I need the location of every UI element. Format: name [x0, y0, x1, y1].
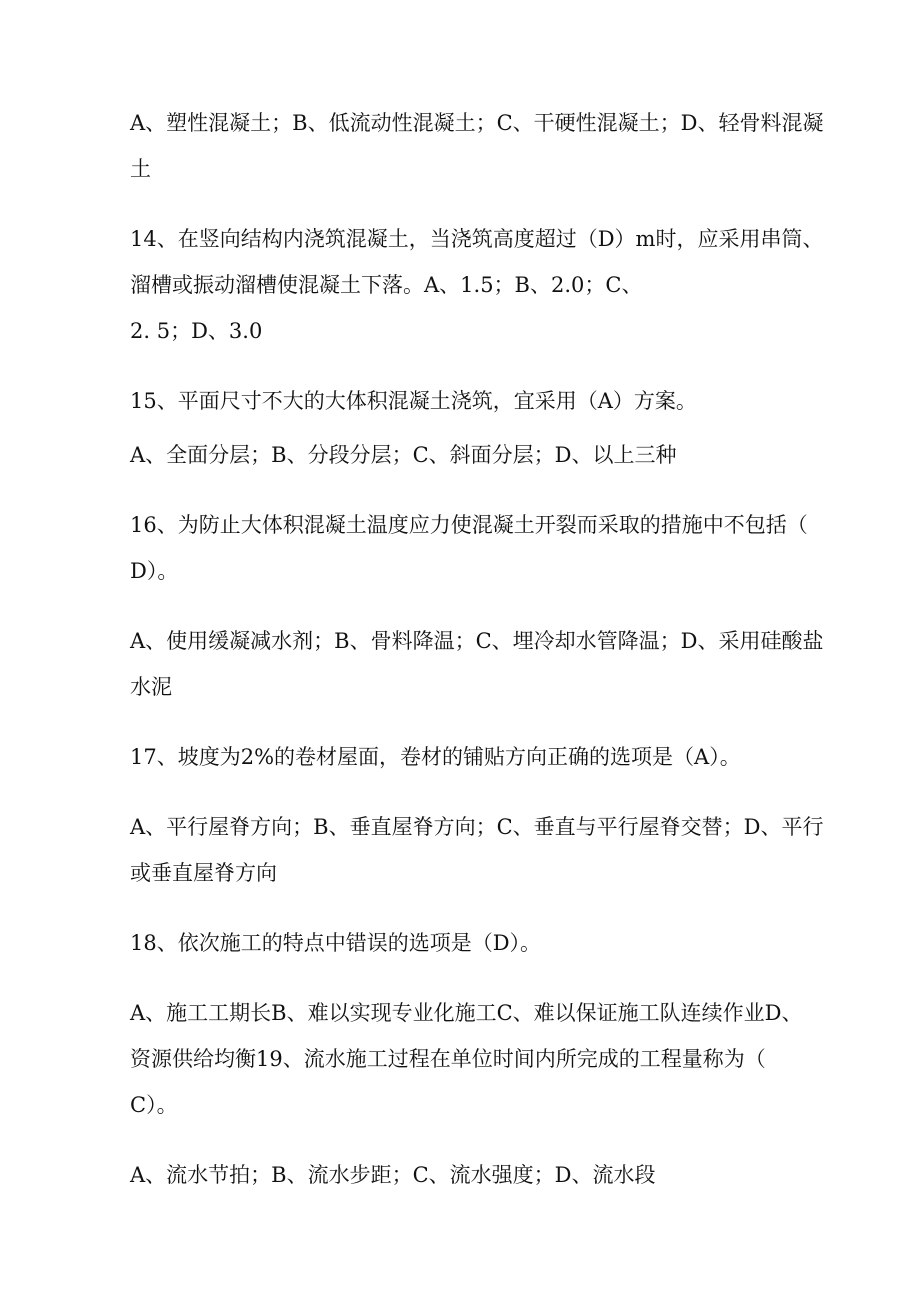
text-line: 16、为防止大体积混凝土温度应力使混凝土开裂而采取的措施中不包括（ [130, 513, 808, 537]
text-line: 土 [130, 157, 151, 181]
text-line: C）。 [130, 1093, 178, 1117]
text-line: A、施工工期长B、难以实现专业化施工C、难以保证施工队连续作业D、 [130, 1001, 803, 1025]
text-line: 14、在竖向结构内浇筑混凝土，当浇筑高度超过（D）m时，应采用串筒、 [130, 227, 824, 251]
paragraph-question-18 [130, 920, 830, 966]
text-line: 15、平面尺寸不大的大体积混凝土浇筑，宜采用（A）方案。 [130, 389, 697, 413]
paragraph-options-q13 [130, 100, 830, 192]
text-line: A、塑性混凝土；B、低流动性混凝土；C、干硬性混凝土；D、轻骨料混凝 [130, 111, 824, 135]
text-line: 资源供给均衡19、流水施工过程在单位时间内所完成的工程量称为（ [130, 1047, 766, 1071]
paragraph-options-q19 [130, 1152, 830, 1198]
text-line: 2. 5；D、3.0 [130, 319, 263, 343]
document-page [130, 100, 830, 1198]
text-line: 溜槽或振动溜槽使混凝土下落。A、1.5；B、2.0；C、 [130, 273, 643, 297]
paragraph-options-q17 [130, 804, 830, 896]
text-line: 18、依次施工的特点中错误的选项是（D）。 [130, 931, 542, 955]
paragraph-question-17 [130, 734, 830, 780]
text-line: A、全面分层；B、分段分层；C、斜面分层；D、以上三种 [130, 443, 677, 467]
paragraph-options-q16 [130, 618, 830, 710]
text-line: 17、坡度为2%的卷材屋面，卷材的铺贴方向正确的选项是（A）。 [130, 745, 741, 769]
paragraph-options-q15 [130, 432, 830, 478]
text-line: D）。 [130, 559, 179, 583]
paragraph-question-15 [130, 378, 830, 424]
paragraph-question-14 [130, 216, 830, 354]
text-line: A、流水节拍；B、流水步距；C、流水强度；D、流水段 [130, 1163, 656, 1187]
text-line: A、使用缓凝减水剂；B、骨料降温；C、埋冷却水管降温；D、采用硅酸盐 [130, 629, 824, 653]
paragraph-question-16 [130, 502, 830, 594]
text-line: A、平行屋脊方向；B、垂直屋脊方向；C、垂直与平行屋脊交替；D、平行 [130, 815, 824, 839]
text-line: 或垂直屋脊方向 [130, 861, 277, 885]
paragraph-options-q18-question-19 [130, 990, 830, 1128]
text-line: 水泥 [130, 675, 172, 699]
